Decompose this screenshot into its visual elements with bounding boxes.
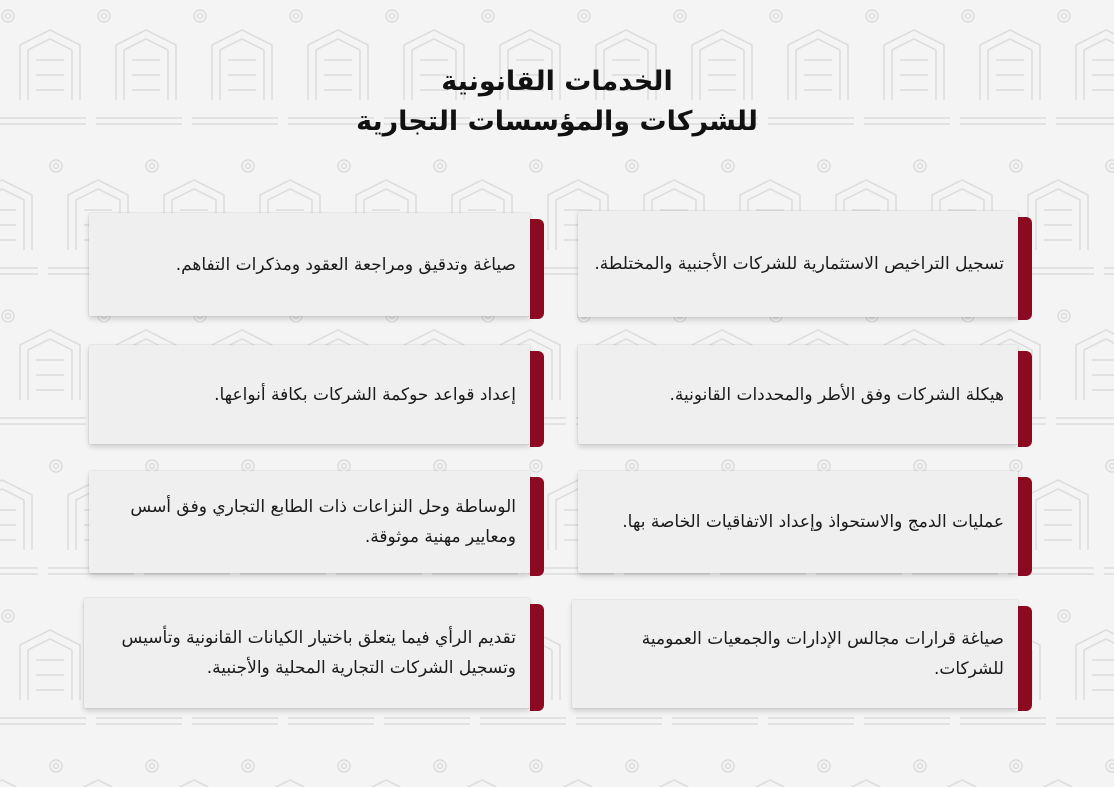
accent-tab <box>1018 351 1032 447</box>
accent-tab <box>530 477 544 576</box>
service-card <box>89 213 530 316</box>
service-text: صياغة قرارات مجالس الإدارات والجمعيات العمومية للشركات. <box>641 629 1004 679</box>
service-card <box>578 211 1018 317</box>
title-line-1: الخدمات القانونية <box>441 66 673 97</box>
accent-tab <box>530 219 544 319</box>
accent-tab <box>1018 217 1032 320</box>
page-title <box>0 62 1114 142</box>
title-line-2: للشركات والمؤسسات التجارية <box>356 106 758 137</box>
accent-tab <box>1018 477 1032 576</box>
service-card <box>89 345 530 444</box>
accent-tab <box>530 351 544 447</box>
service-text: عمليات الدمج والاستحواذ وإعداد الاتفاقيات الخاصة بها. <box>622 512 1004 532</box>
service-text: تقديم الرأي فيما يتعلق باختيار الكيانات القانونية وتأسيس وتسجيل الشركات التجارية المحلية والأجنبية. <box>121 628 516 678</box>
service-text: إعداد قواعد حوكمة الشركات بكافة أنواعها. <box>214 384 516 405</box>
service-text: هيكلة الشركات وفق الأطر والمحددات القانونية. <box>669 384 1004 405</box>
service-card <box>578 471 1018 573</box>
service-card <box>572 600 1018 708</box>
service-card <box>84 598 530 708</box>
service-text: تسجيل التراخيص الاستثمارية للشركات الأجنبية والمختلطة. <box>594 254 1004 274</box>
accent-tab <box>530 604 544 711</box>
service-card <box>89 471 530 573</box>
service-text: صياغة وتدقيق ومراجعة العقود ومذكرات التفاهم. <box>175 254 516 275</box>
service-card <box>578 345 1018 444</box>
accent-tab <box>1018 606 1032 711</box>
service-text: الوساطة وحل النزاعات ذات الطابع التجاري وفق أسس ومعايير مهنية موثوقة. <box>130 497 516 547</box>
